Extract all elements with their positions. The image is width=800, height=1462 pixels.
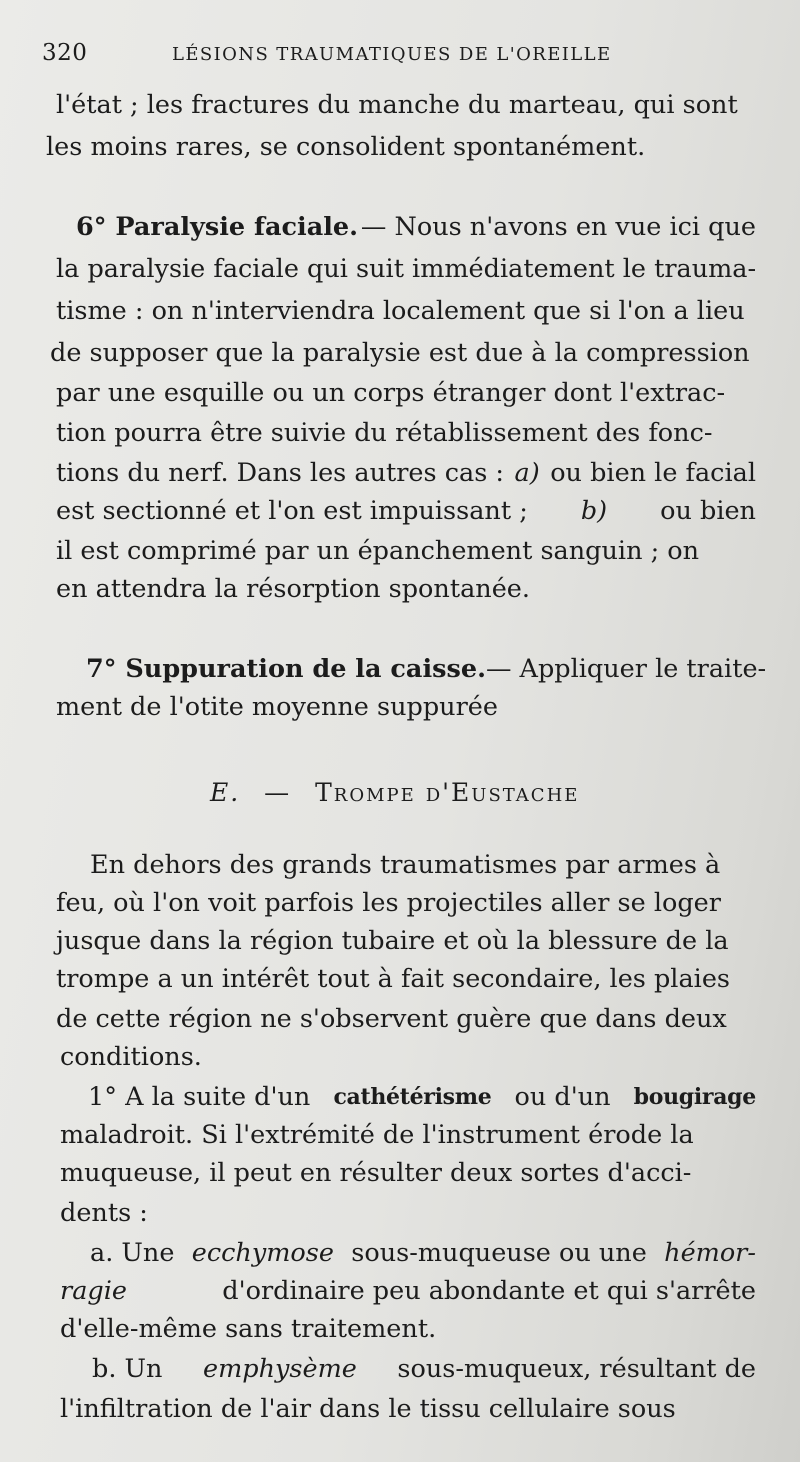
text-line: feu, où l'on voit parfois les projectiles aller se loger [56, 888, 721, 918]
text-line: la paralysie faciale qui suit immédiatement le trauma- [56, 254, 757, 284]
text-line: tion pourra être suivie du rétablissement des fonc- [56, 418, 713, 448]
page-header [42, 40, 782, 76]
text-line: les moins rares, se consolident spontanément. [46, 132, 646, 162]
text-line: de cette région ne s'observent guère que dans deux [56, 1004, 727, 1034]
text-line: jusque dans la région tubaire et où la blessure de la [56, 926, 729, 956]
text-line: 1° A la suite d'un cathétérisme ou d'un bougirage [88, 1082, 756, 1112]
text-line: a. Une ecchymose sous-muqueuse ou une hémor- [90, 1238, 756, 1268]
paragraph-title: 6° Paralysie faciale. [76, 212, 359, 242]
text-line: ment de l'otite moyenne suppurée [56, 692, 498, 722]
text-line: est sectionné et l'on est impuissant ; b) ou bien [56, 496, 756, 526]
paragraph-heading-paralysie: 6° Paralysie faciale. — Nous n'avons en vue ici que [76, 212, 756, 242]
text-line: ragie d'ordinaire peu abondante et qui s'arrête [60, 1276, 756, 1306]
text-line: En dehors des grands traumatismes par armes à [90, 850, 721, 880]
text-line: d'elle-même sans traitement. [60, 1314, 437, 1344]
text-line: maladroit. Si l'extrémité de l'instrument érode la [60, 1120, 694, 1150]
text-line: par une esquille ou un corps étranger dont l'extrac- [56, 378, 726, 408]
paragraph-title: 7° Suppuration de la caisse. [86, 654, 486, 684]
text-line: conditions. [60, 1042, 202, 1072]
section-heading: E. — Trompe d'Eustache [210, 778, 580, 807]
text-line: de supposer que la paralysie est due à la compression [50, 338, 750, 368]
running-title: LÉSIONS TRAUMATIQUES DE L'OREILLE [172, 44, 612, 65]
page-number: 320 [42, 40, 88, 66]
paragraph-heading-suppuration: 7° Suppuration de la caisse. — Appliquer le traite- [86, 654, 767, 684]
text-line: b. Un emphysème sous-muqueux, résultant de [92, 1354, 756, 1384]
text-line: dents : [60, 1198, 148, 1228]
text-line: tions du nerf. Dans les autres cas : a) ou bien le facial [56, 458, 756, 488]
text-line: tisme : on n'interviendra localement que si l'on a lieu [56, 296, 745, 326]
text-line: trompe a un intérêt tout à fait secondaire, les plaies [56, 964, 730, 994]
section-title: Trompe d'Eustache [315, 778, 580, 807]
text-line: l'état ; les fractures du manche du marteau, qui sont [56, 90, 738, 120]
text-line: l'infiltration de l'air dans le tissu cellulaire sous [60, 1394, 676, 1424]
text-line: muqueuse, il peut en résulter deux sortes d'acci- [60, 1158, 692, 1188]
text-line: en attendra la résorption spontanée. [56, 574, 530, 604]
text-line: il est comprimé par un épanchement sanguin ; on [56, 536, 700, 566]
